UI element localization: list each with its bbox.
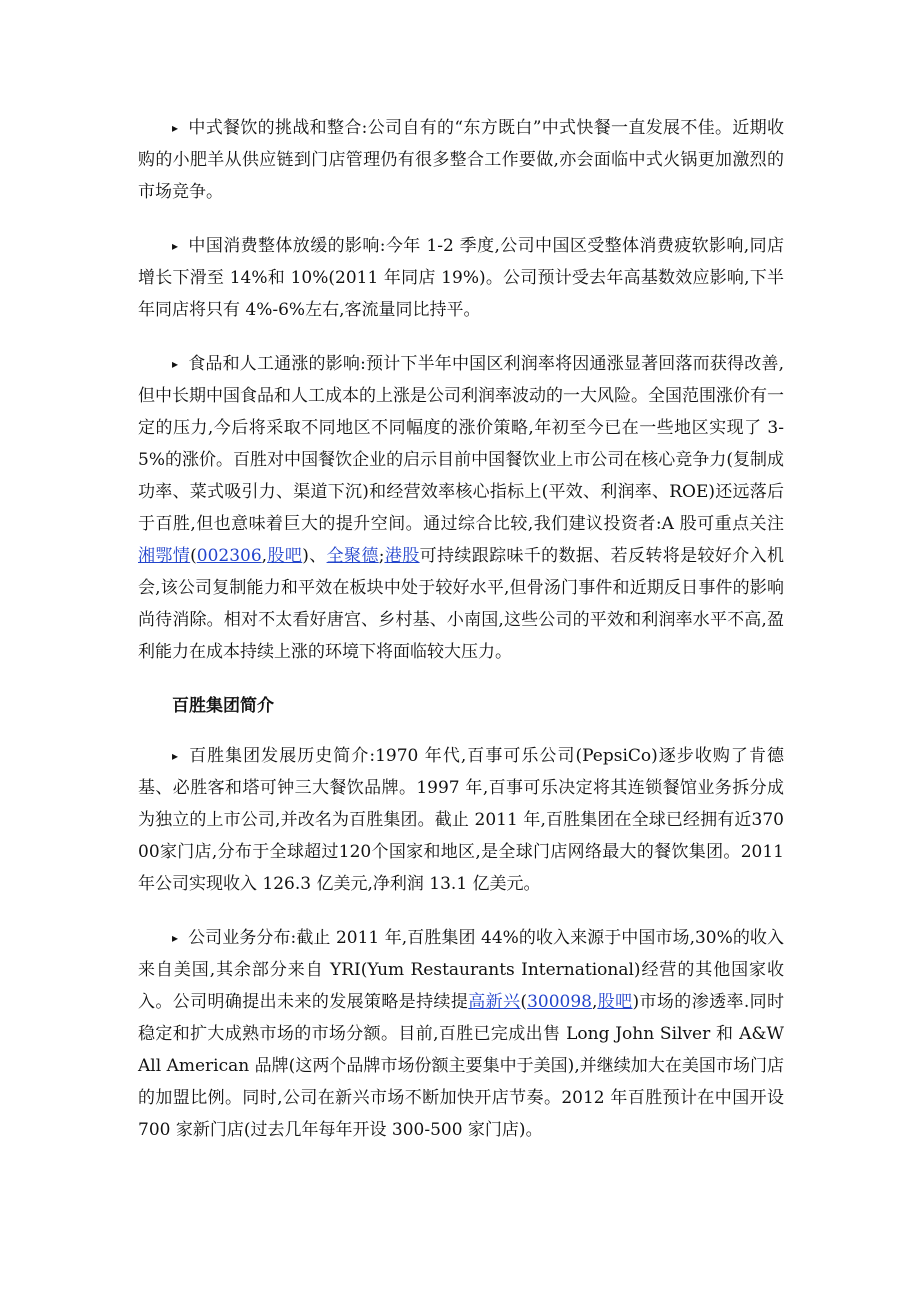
paragraph-chinese-fastfood-challenge <box>138 112 784 208</box>
paragraph-business-distribution <box>138 922 784 1146</box>
paragraph-text: 百胜集团发展历史简介:1970 年代,百事可乐公司(PepsiCo)逐步收购了肯德基、必胜客和塔可钟三大餐饮品牌。1997 年,百事可乐决定将其连锁餐馆业务拆分成为独立的上市公司,并改名为百胜集团。截止 2011 年,百胜集团在全球已经拥有近37000家门店,分布于全球超过120个国家和地区,是全球门店网络最大的餐饮集团。2011 年公司实现收入 126.3 亿美元,净利润 13.1 亿美元。 <box>138 746 784 894</box>
section-heading-yum-intro: 百胜集团简介 <box>172 696 274 716</box>
link-guba-2[interactable]: 股吧 <box>597 992 633 1012</box>
paragraph-text: )市场的渗透率.同时稳定和扩大成熟市场的市场分额。目前,百胜已完成出售 Long John Silver 和 A&W All American 品牌(这两个品牌市场份额主要集中于美国),并继续加大在美国市场门店的加盟比例。同时,公司在新兴市场不断加快开店节奏。2012 年百胜预计在中国开设 700 家新门店(过去几年每年开设 300-500 家门店)。 <box>138 992 785 1140</box>
paragraph-text: 公司业务分布:截止 2011 年,百胜集团 44%的收入来源于中国市场,30%的收入来自美国,其余部分来自 YRI(Yum Restaurants International)经营的其他国家收入。公司明确提出未来的发展策略是持续提 <box>138 928 784 1012</box>
bullet-icon: ▸ <box>172 931 179 945</box>
link-hk-stocks[interactable]: 港股 <box>384 546 420 566</box>
paragraph-text: 中国消费整体放缓的影响:今年 1-2 季度,公司中国区受整体消费疲软影响,同店增长下滑至 14%和 10%(2011 年同店 19%)。公司预计受去年高基数效应影响,下半年同店将只有 4%-6%左右,客流量同比持平。 <box>138 236 784 320</box>
link-stock-300098[interactable]: 300098 <box>527 992 592 1012</box>
bullet-icon: ▸ <box>172 749 179 763</box>
bullet-icon: ▸ <box>172 121 179 135</box>
separator: )、 <box>302 546 327 566</box>
paragraph-text: 可持续跟踪味千的数据、若反转将是较好介入机会,该公司复制能力和平效在板块中处于较好水平,但骨汤门事件和近期反日事件的影响尚待消除。相对不太看好唐宫、乡村基、小南国,这些公司的平效和利润率水平不高,盈利能力在成本持续上涨的环境下将面临较大压力。 <box>138 546 785 662</box>
paragraph-text: 食品和人工通涨的影响:预计下半年中国区利润率将因通涨显著回落而获得改善,但中长期中国食品和人工成本的上涨是公司利润率波动的一大风险。全国范围涨价有一定的压力,今后将采取不同地区不同幅度的涨价策略,年初至今已在一些地区实现了 3-5%的涨价。百胜对中国餐饮企业的启示目前中国餐饮业上市公司在核心竞争力(复制成功率、菜式吸引力、渠道下沉)和经营效率核心指标上(平效、利润率、ROE)还远落后于百胜,但也意味着巨大的提升空间。通过综合比较,我们建议投资者:A 股可重点关注 <box>138 354 784 534</box>
separator: , <box>261 546 268 566</box>
separator: ; <box>378 546 385 566</box>
document-page <box>138 112 784 1168</box>
paragraph-consumption-slowdown <box>138 230 784 326</box>
link-quanjude[interactable]: 全聚德 <box>326 546 379 566</box>
link-xiangeqing[interactable]: 湘鄂情 <box>138 546 191 566</box>
link-guba-1[interactable]: 股吧 <box>267 546 303 566</box>
link-stock-002306[interactable]: 002306 <box>196 546 262 566</box>
bullet-icon: ▸ <box>172 357 179 371</box>
paragraph-text: 中式餐饮的挑战和整合:公司自有的“东方既白”中式快餐一直发展不佳。近期收购的小肥羊从供应链到门店管理仍有很多整合工作要做,亦会面临中式火锅更加激烈的市场竞争。 <box>138 118 784 202</box>
separator: ( <box>190 546 197 566</box>
separator: , <box>591 992 598 1012</box>
paragraph-inflation-impact <box>138 348 784 668</box>
link-gaoxinxing[interactable]: 高新兴 <box>468 992 521 1012</box>
paragraph-yum-history <box>138 740 784 900</box>
bullet-icon: ▸ <box>172 239 179 253</box>
separator: ( <box>520 992 528 1012</box>
